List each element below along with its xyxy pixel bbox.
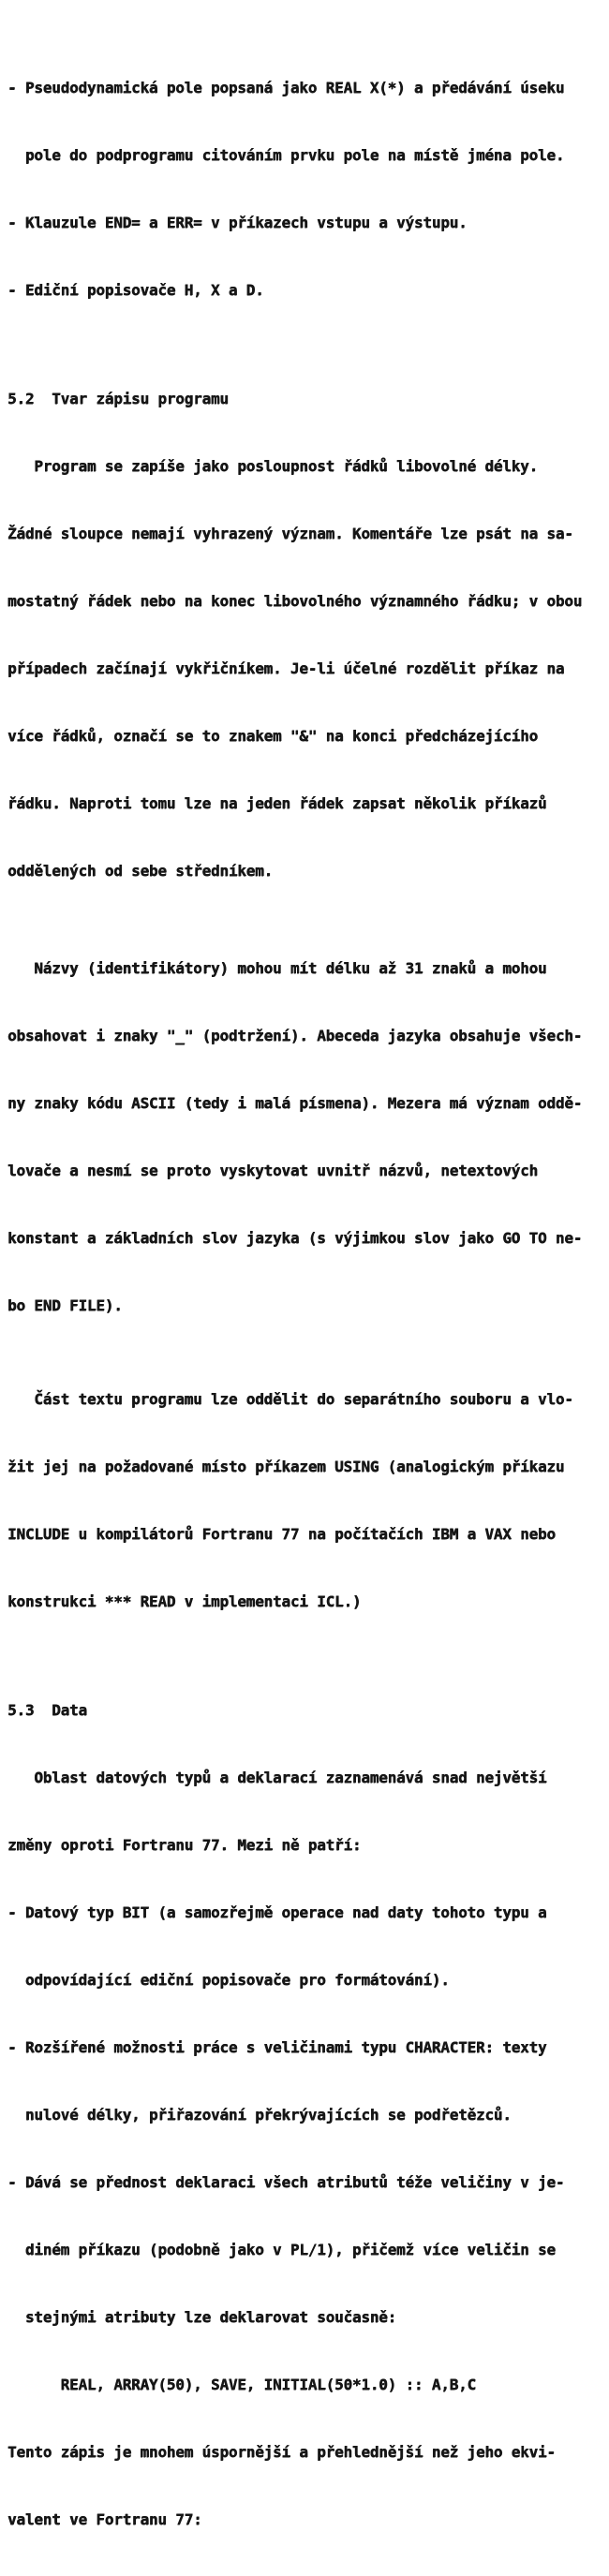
paragraph-line: oddělených od sebe středníkem.	[7, 862, 273, 880]
paragraph-line: více řádků, označí se to znakem "&" na konci předcházejícího	[7, 727, 538, 745]
paragraph-line: ny znaky kódu ASCII (tedy i malá písmena). Mezera má význam oddě-	[7, 1094, 583, 1112]
paragraph-line: případech začínají vykřičníkem. Je-li účelné rozdělit příkaz na	[7, 659, 565, 677]
section-heading-5-2: 5.2 Tvar zápisu programu	[7, 390, 229, 407]
paragraph-line: valent ve Fortranu 77:	[7, 2510, 202, 2528]
paragraph-line: Program se zapíše jako posloupnost řádků libovolné délky.	[7, 457, 538, 475]
data-bullet-line: - Dává se přednost deklaraci všech atributů téže veličiny v je-	[7, 2173, 565, 2191]
paragraph-line: konstrukci *** READ v implementaci ICL.)	[7, 1592, 362, 1610]
data-bullet-line: - Rozšířené možnosti práce s veličinami typu CHARACTER: texty	[7, 2038, 547, 2056]
data-bullet-line: diném příkazu (podobně jako v PL/1), přičemž více veličin se	[7, 2241, 556, 2258]
paragraph-line: Tento zápis je mnohem úspornější a přehlednější než jeho ekvi-	[7, 2443, 556, 2461]
data-bullet-line: nulové délky, přiřazování překrývajících se podřetězců.	[7, 2106, 512, 2124]
paragraph-line: lovače a nesmí se proto vyskytovat uvnitř názvů, netextových	[7, 1162, 538, 1179]
paragraph-line: Část textu programu lze oddělit do separátního souboru a vlo-	[7, 1390, 573, 1408]
code-line-real-declaration: REAL, ARRAY(50), SAVE, INITIAL(50*1.0) :: A,B,C	[7, 2376, 476, 2393]
paragraph-line: řádku. Naproti tomu lze na jeden řádek zapsat několik příkazů	[7, 794, 547, 812]
paragraph-line: konstant a základních slov jazyka (s výjimkou slov jako GO TO ne-	[7, 1229, 583, 1247]
data-bullet-line: odpovídající ediční popisovače pro formátování).	[7, 1971, 450, 1989]
intro-bullet-line: pole do podprogramu citováním prvku pole na místě jména pole.	[7, 146, 565, 164]
paragraph-line: obsahovat i znaky "_" (podtržení). Abeceda jazyka obsahuje všech-	[7, 1027, 583, 1044]
paragraph-line: změny oproti Fortranu 77. Mezi ně patří:	[7, 1836, 362, 1854]
paragraph-line: Oblast datových typů a deklarací zaznamenává snad největší	[7, 1769, 547, 1786]
paragraph-line: bo END FILE).	[7, 1296, 123, 1314]
intro-bullet-line: - Klauzule END= a ERR= v příkazech vstupu a výstupu.	[7, 214, 468, 231]
paragraph-line: Žádné sloupce nemají vyhrazený význam. Komentáře lze psát na sa-	[7, 525, 573, 542]
paragraph-line: žit jej na požadované místo příkazem USING (analogickým příkazu	[7, 1458, 565, 1475]
section-heading-5-3: 5.3 Data	[7, 1701, 87, 1719]
intro-bullet-line: - Pseudodynamická pole popsaná jako REAL X(*) a předávání úseku	[7, 79, 565, 96]
data-bullet-line: stejnými atributy lze deklarovat současně:	[7, 2308, 397, 2326]
paragraph-line: mostatný řádek nebo na konec libovolného významného řádku; v obou	[7, 592, 583, 610]
intro-bullet-line: - Ediční popisovače H, X a D.	[7, 281, 264, 299]
paragraph-line: Názvy (identifikátory) mohou mít délku až 31 znaků a mohou	[7, 959, 547, 977]
data-bullet-line: - Datový typ BIT (a samozřejmě operace nad daty tohoto typu a	[7, 1903, 547, 1921]
paragraph-line: INCLUDE u kompilátorů Fortranu 77 na počítačích IBM a VAX nebo	[7, 1525, 556, 1543]
